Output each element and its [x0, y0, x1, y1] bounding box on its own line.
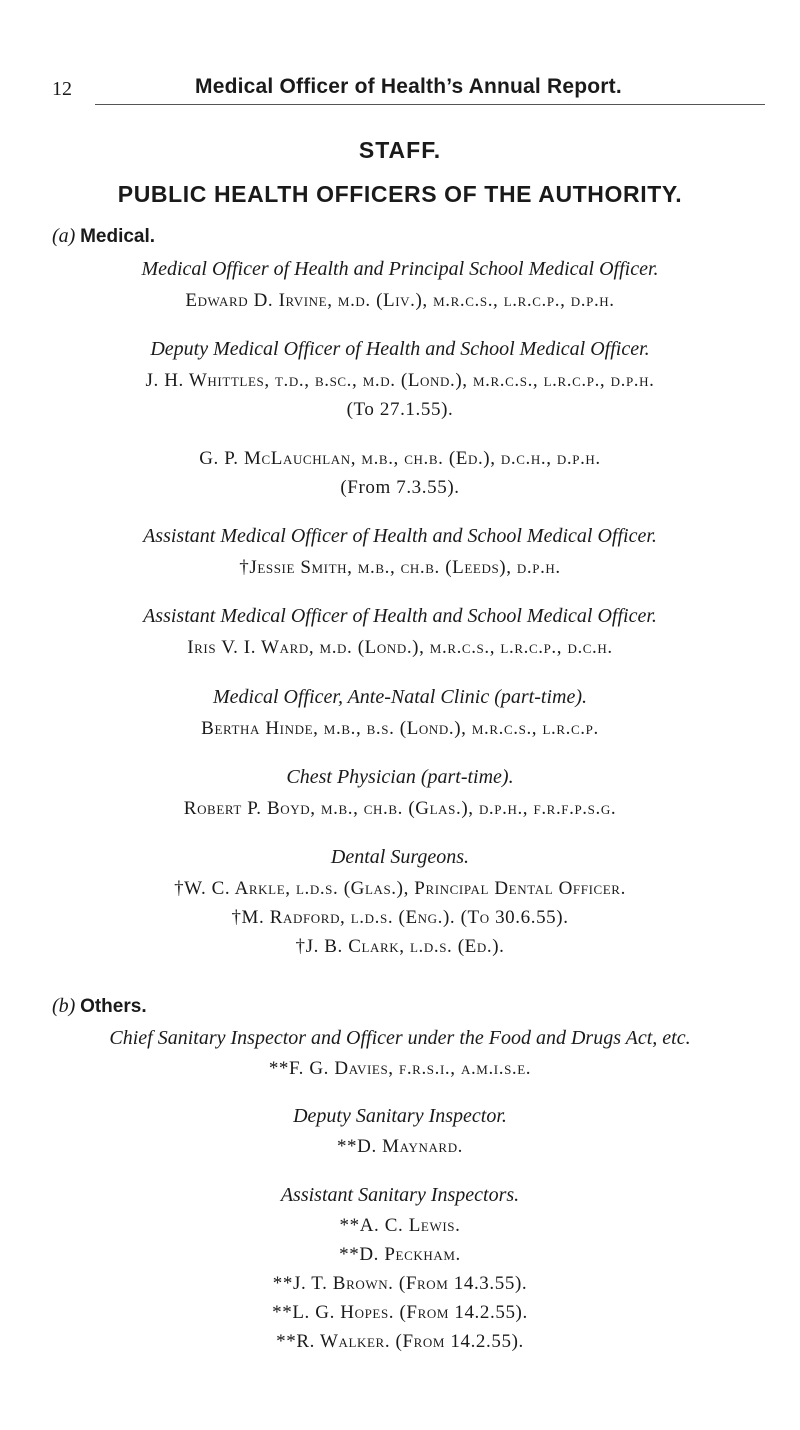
officer-name: **L. G. Hopes. (From 14.2.55). [272, 1302, 528, 1323]
date-note: (From 7.3.55). [340, 477, 460, 498]
role-title: Assistant Medical Officer of Health and School Medical Officer. [143, 525, 657, 547]
role-title: Chest Physician (part-time). [286, 766, 514, 788]
section-b-title: Others. [80, 996, 147, 1017]
section-b-marker: (b) [52, 995, 76, 1017]
section-a-heading [52, 225, 155, 248]
officer-name: †J. B. Clark, l.d.s. (Ed.). [295, 936, 505, 957]
officer-name: Bertha Hinde, m.b., b.s. (Lond.), m.r.c.s., l.r.c.p. [201, 718, 599, 739]
date-note: (To 27.1.55). [346, 399, 454, 420]
officer-name: **D. Peckham. [339, 1244, 461, 1265]
officer-name: **F. G. Davies, f.r.s.i., a.m.i.s.e. [268, 1058, 532, 1079]
role-title: Assistant Medical Officer of Health and School Medical Officer. [143, 605, 657, 627]
officer-name: †Jessie Smith, m.b., ch.b. (Leeds), d.p.h. [239, 557, 561, 578]
header-rule [95, 104, 765, 105]
officer-name: Robert P. Boyd, m.b., ch.b. (Glas.), d.p.h., f.r.f.p.s.g. [183, 798, 617, 819]
officer-name: **D. Maynard. [336, 1136, 464, 1157]
officer-name: Edward D. Irvine, m.d. (Liv.), m.r.c.s., l.r.c.p., d.p.h. [185, 290, 615, 311]
role-title: Assistant Sanitary Inspectors. [280, 1184, 520, 1206]
role-title: Dental Surgeons. [330, 846, 470, 868]
section-b-heading [52, 995, 147, 1018]
page-number: 12 [52, 78, 72, 100]
section-a-marker: (a) [52, 225, 76, 247]
officer-name: **R. Walker. (From 14.2.55). [276, 1331, 524, 1352]
role-title: Medical Officer of Health and Principal School Medical Officer. [141, 258, 659, 280]
officer-name: **J. T. Brown. (From 14.3.55). [272, 1273, 528, 1294]
staff-heading: STAFF. [358, 137, 442, 163]
officer-name: **A. C. Lewis. [339, 1215, 461, 1236]
authority-heading: PUBLIC HEALTH OFFICERS OF THE AUTHORITY. [117, 181, 683, 207]
officer-name: G. P. McLauchlan, m.b., ch.b. (Ed.), d.c.h., d.p.h. [199, 448, 601, 469]
role-title: Deputy Medical Officer of Health and School Medical Officer. [150, 338, 650, 360]
running-title: Medical Officer of Health’s Annual Report. [195, 75, 622, 98]
section-a-title: Medical. [80, 226, 156, 247]
officer-name: †M. Radford, l.d.s. (Eng.). (To 30.6.55). [231, 907, 569, 928]
role-title: Chief Sanitary Inspector and Officer under the Food and Drugs Act, etc. [109, 1027, 691, 1049]
role-title: Deputy Sanitary Inspector. [293, 1105, 507, 1127]
officer-name: J. H. Whittles, t.d., b.sc., m.d. (Lond.), m.r.c.s., l.r.c.p., d.p.h. [145, 370, 655, 391]
officer-name: †W. C. Arkle, l.d.s. (Glas.), Principal Dental Officer. [174, 878, 626, 899]
role-title: Medical Officer, Ante-Natal Clinic (part-time). [212, 686, 587, 708]
officer-name: Iris V. I. Ward, m.d. (Lond.), m.r.c.s., l.r.c.p., d.c.h. [187, 637, 613, 658]
